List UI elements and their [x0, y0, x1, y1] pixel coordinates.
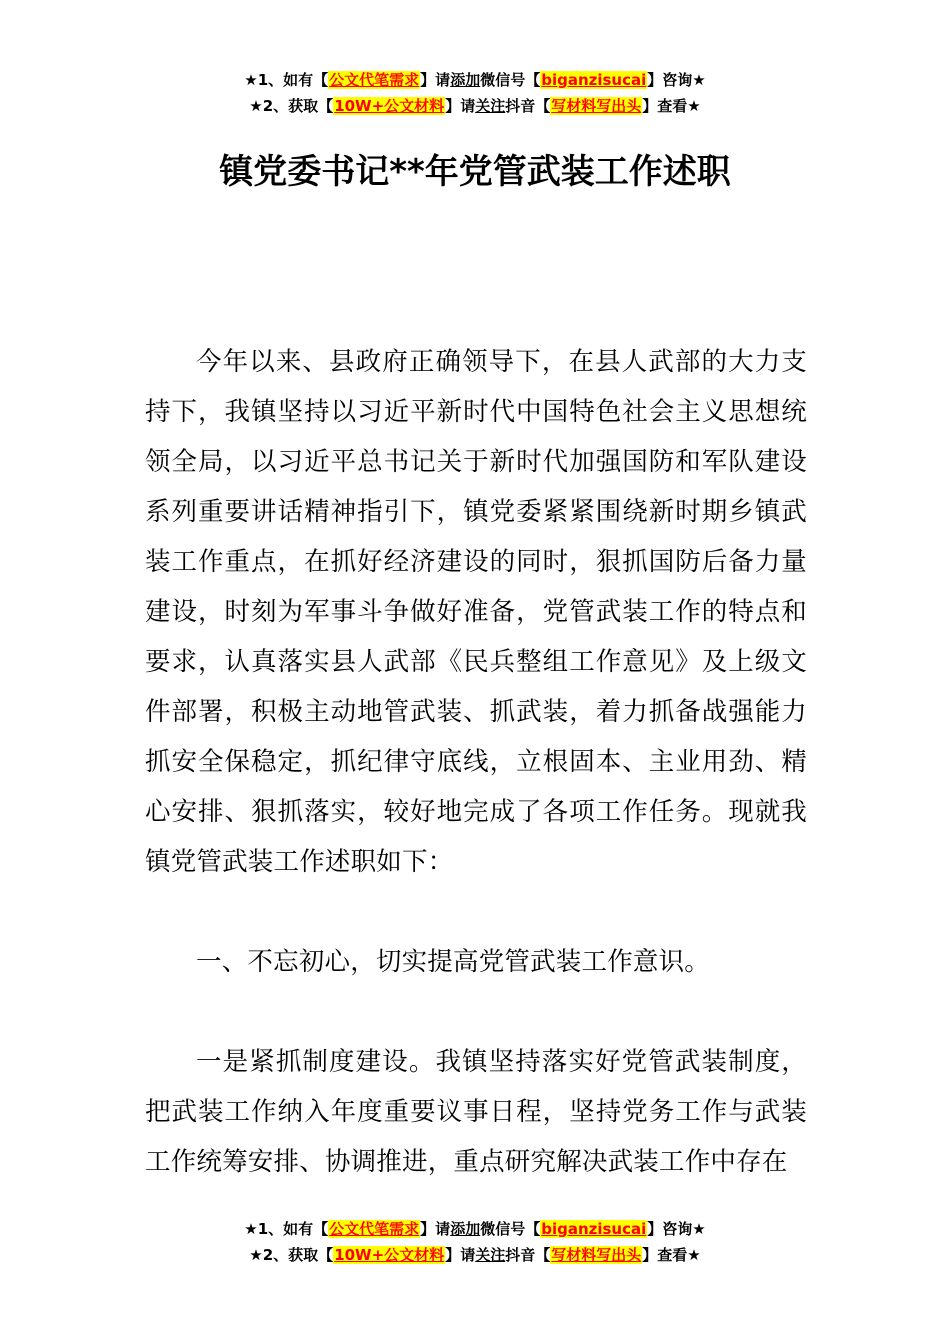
promo-highlight-service: 公文代笔需求	[329, 1220, 420, 1238]
paragraph-system-building: 一是紧抓制度建设。我镇坚持落实好党管武装制度，把武装工作纳入年度重要议事日程，坚持党务工作与武装工作统筹安排、协调推进，重点研究解决武装工作中存在	[145, 1047, 807, 1177]
promo-highlight-wechat-id: biganzisucai	[541, 1220, 647, 1238]
promo-line-2: ★2、获取【10W+公文材料】请关注抖音【写材料写出头】查看★	[249, 1246, 701, 1264]
document-title: 镇党委书记**年党管武装工作述职	[219, 152, 731, 192]
promo-highlight-materials: 10W+公文材料	[334, 1246, 445, 1264]
promo-highlight-service: 公文代笔需求	[329, 71, 420, 89]
promo-highlight-douyin: 写材料写出头	[551, 97, 642, 115]
promo-line-1: ★1、如有【公文代笔需求】请添加微信号【biganzisucai】咨询★	[244, 71, 706, 89]
promo-line-2: ★2、获取【10W+公文材料】请关注抖音【写材料写出头】查看★	[249, 97, 701, 115]
promo-highlight-douyin: 写材料写出头	[551, 1246, 642, 1264]
paragraph-intro: 今年以来、县政府正确领导下，在县人武部的大力支持下，我镇坚持以习近平新时代中国特色社会主义思想统领全局，以习近平总书记关于新时代加强国防和军队建设系列重要讲话精神指引下，镇党委紧紧围绕新时期乡镇武装工作重点，在抓好经济建设的同时，狠抓国防后备力量建设，时刻为军事斗争做好准备，党管武装工作的特点和要求，认真落实县人武部《民兵整组工作意见》及上级文件部署，积极主动地管武装、抓武装，着力抓备战强能力抓安全保稳定，抓纪律守底线，立根固本、主业用劲、精心安排、狠抓落实，较好地完成了各项工作任务。现就我镇党管武装工作述职如下：	[145, 347, 807, 877]
promo-line-1: ★1、如有【公文代笔需求】请添加微信号【biganzisucai】咨询★	[244, 1220, 706, 1238]
promo-highlight-materials: 10W+公文材料	[334, 97, 445, 115]
promo-highlight-wechat-id: biganzisucai	[541, 71, 647, 89]
footer-promo-banner	[0, 1216, 950, 1268]
section-heading-1: 一、不忘初心，切实提高党管武装工作意识。	[196, 947, 711, 977]
header-promo-banner	[0, 67, 950, 119]
